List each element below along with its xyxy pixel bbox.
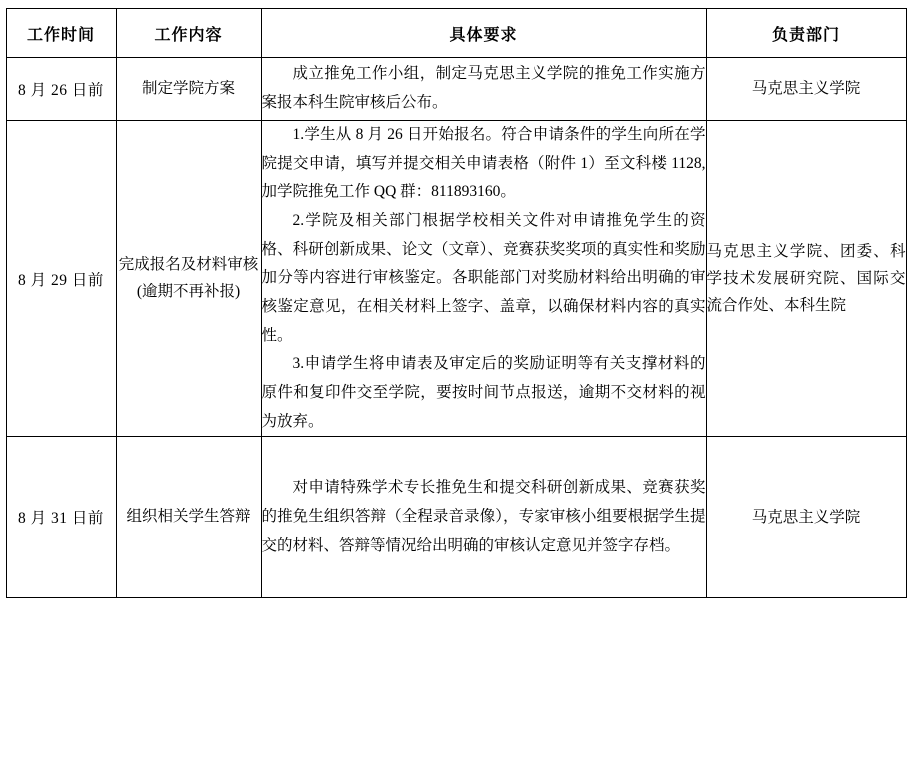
cell-time: 8 月 29 日前	[6, 121, 116, 437]
requirement-paragraph: 2.学院及相关部门根据学校相关文件对申请推免学生的资格、科研创新成果、论文（文章）、竞赛获奖奖项的真实性和奖励加分等内容进行审核鉴定。各职能部门对奖励材料给出明确的审核鉴定意见，在相关材料上签字、盖章，以确保材料内容的真实性。	[261, 212, 706, 344]
requirement-paragraph: 3.申请学生将申请表及审定后的奖励证明等有关支撑材料的原件和复印件交至学院，要按时间节点报送，逾期不交材料的视为放弃。	[261, 355, 706, 430]
requirement-paragraph: 1.学生从 8 月 26 日开始报名。符合申请条件的学生向所在学院提交申请，填写并提交相关申请表格（附件 1）至文科楼 1128,加学院推免工作 QQ 群：811893160。	[261, 126, 706, 201]
column-header-requirements: 具体要求	[261, 9, 706, 58]
cell-requirements	[261, 437, 706, 598]
column-header-task: 工作内容	[116, 9, 261, 58]
table-body	[6, 58, 906, 598]
schedule-table	[6, 8, 907, 598]
cell-task: 完成报名及材料审核(逾期不再补报)	[116, 121, 261, 437]
cell-department: 马克思主义学院	[706, 58, 906, 121]
cell-time: 8 月 26 日前	[6, 58, 116, 121]
table-header-row	[6, 9, 906, 58]
table-row	[6, 121, 906, 437]
cell-time: 8 月 31 日前	[6, 437, 116, 598]
table-row	[6, 58, 906, 121]
cell-task: 制定学院方案	[116, 58, 261, 121]
cell-department: 马克思主义学院	[706, 437, 906, 598]
cell-requirements	[261, 121, 706, 437]
requirement-paragraph: 对申请特殊学术专长推免生和提交科研创新成果、竞赛获奖的推免生组织答辩（全程录音录像），专家审核小组要根据学生提交的材料、答辩等情况给出明确的审核认定意见并签字存档。	[261, 479, 706, 554]
column-header-time: 工作时间	[6, 9, 116, 58]
table-row	[6, 437, 906, 598]
cell-department: 马克思主义学院、团委、科学技术发展研究院、国际交流合作处、本科生院	[706, 121, 906, 437]
cell-requirements	[261, 58, 706, 121]
table-header	[6, 9, 906, 58]
cell-task: 组织相关学生答辩	[116, 437, 261, 598]
column-header-department: 负责部门	[706, 9, 906, 58]
requirement-paragraph: 成立推免工作小组，制定马克思主义学院的推免工作实施方案报本科生院审核后公布。	[261, 65, 706, 111]
